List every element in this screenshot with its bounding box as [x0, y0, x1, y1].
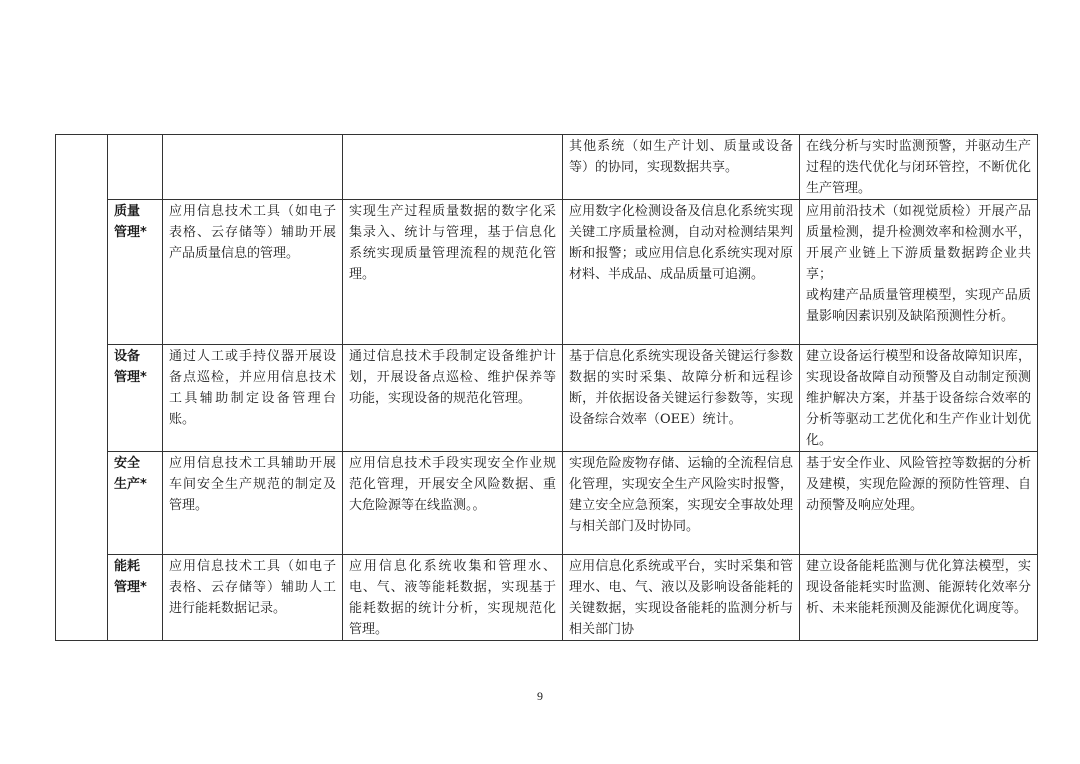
level4-cell: 基于安全作业、风险管控等数据的分析及建模，实现危险源的预防性管理、自动预警及响应处理。 [800, 452, 1038, 555]
category-label: 生产* [114, 477, 147, 492]
level2-cell: 应用信息技术手段实现安全作业规范化管理，开展安全风险数据、重大危险源等在线监测。。 [343, 452, 563, 555]
level3-cell: 其他系统（如生产计划、质量或设备等）的协同，实现数据共享。 [563, 135, 800, 200]
category-label: 能耗 [114, 559, 141, 574]
category-cell [108, 452, 163, 555]
category-cell [108, 555, 163, 641]
level4-text: 应用前沿技术（如视觉质检）开展产品质量检测，提升检测效率和检测水平，开展产业链上下游质量数据跨企业共享； [806, 204, 1031, 282]
category-label: 管理* [114, 580, 147, 595]
level4-cell: 建立设备能耗监测与优化算法模型，实现设备能耗实时监测、能源转化效率分析、未来能耗预测及能源优化调度等。 [800, 555, 1038, 641]
level1-cell: 应用信息技术工具（如电子表格、云存储等）辅助人工进行能耗数据记录。 [163, 555, 343, 641]
level1-cell: 应用信息技术工具（如电子表格、云存储等）辅助开展产品质量信息的管理。 [163, 200, 343, 345]
capability-table [55, 134, 1038, 641]
level4-cell [800, 200, 1038, 345]
level1-cell [163, 135, 343, 200]
level3-cell: 基于信息化系统实现设备关键运行参数数据的实时采集、故障分析和远程诊断，并依据设备关键运行参数等，实现设备综合效率（OEE）统计。 [563, 345, 800, 452]
level2-cell [343, 135, 563, 200]
category-cell [108, 135, 163, 200]
level2-cell: 实现生产过程质量数据的数字化采集录入、统计与管理，基于信息化系统实现质量管理流程的规范化管理。 [343, 200, 563, 345]
table-row [56, 200, 1038, 345]
category-label: 管理* [114, 225, 147, 240]
level1-cell: 通过人工或手持仪器开展设备点巡检，并应用信息技术工具辅助制定设备管理台账。 [163, 345, 343, 452]
category-label: 管理* [114, 370, 147, 385]
level4-cell: 建立设备运行模型和设备故障知识库，实现设备故障自动预警及自动制定预测维护解决方案，并基于设备综合效率的分析等驱动工艺优化和生产作业计划优化。 [800, 345, 1038, 452]
outer-category-cell [56, 135, 108, 641]
table-row [56, 452, 1038, 555]
category-label: 安全 [114, 456, 141, 471]
table-row [56, 555, 1038, 641]
level1-cell: 应用信息技术工具辅助开展车间安全生产规范的制定及管理。 [163, 452, 343, 555]
level3-cell: 应用信息化系统或平台，实时采集和管理水、电、气、液以及影响设备能耗的关键数据，实现设备能耗的监测分析与相关部门协 [563, 555, 800, 641]
level3-cell: 应用数字化检测设备及信息化系统实现关键工序质量检测，自动对检测结果判断和报警；或应用信息化系统实现对原材料、半成品、成品质量可追溯。 [563, 200, 800, 345]
level3-cell: 实现危险废物存储、运输的全流程信息化管理，实现安全生产风险实时报警，建立安全应急预案，实现安全事故处理与相关部门及时协同。 [563, 452, 800, 555]
category-label: 设备 [114, 349, 141, 364]
table-row [56, 135, 1038, 200]
page-number: 9 [537, 689, 543, 703]
category-label: 质量 [114, 204, 141, 219]
table-row [56, 345, 1038, 452]
level2-cell: 应用信息化系统收集和管理水、电、气、液等能耗数据，实现基于能耗数据的统计分析，实现规范化管理。 [343, 555, 563, 641]
level4-text: 或构建产品质量管理模型，实现产品质量影响因素识别及缺陷预测性分析。 [806, 288, 1031, 324]
level4-cell: 在线分析与实时监测预警，并驱动生产过程的迭代优化与闭环管控，不断优化生产管理。 [800, 135, 1038, 200]
category-cell [108, 345, 163, 452]
category-cell [108, 200, 163, 345]
level2-cell: 通过信息技术手段制定设备维护计划，开展设备点巡检、维护保养等功能，实现设备的规范化管理。 [343, 345, 563, 452]
